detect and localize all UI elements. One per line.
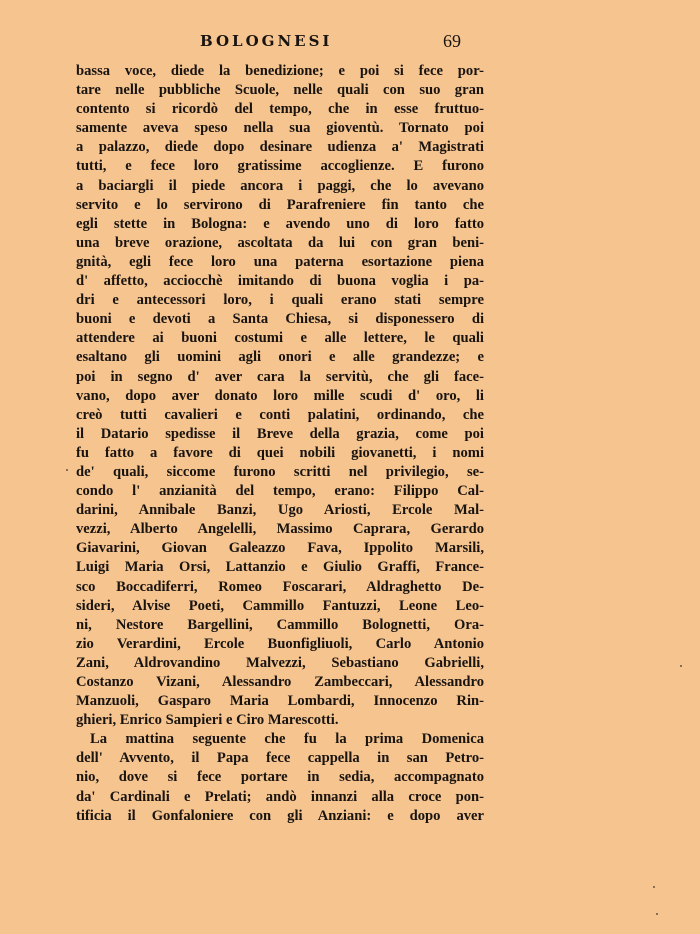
text-line: Zani, Aldrovandino Malvezzi, Sebastiano Gabrielli,	[76, 654, 484, 671]
text-line: Costanzo Vizani, Alessandro Zambeccari, Alessandro	[76, 674, 484, 690]
text-line: vano, dopo aver donato loro mille scudi d' oro, li	[76, 387, 484, 404]
text-line: una breve orazione, ascoltata da lui con gran beni-	[76, 234, 484, 251]
body-text	[76, 62, 484, 826]
text-line: darini, Annibale Banzi, Ugo Ariosti, Ercole Mal-	[76, 502, 484, 519]
text-line: gnità, egli fece loro una paterna esortazione piena	[76, 253, 484, 270]
text-line: da' Cardinali e Prelati; andò innanzi alla croce pon-	[76, 788, 484, 805]
text-line: tificia il Gonfaloniere con gli Anziani: e dopo aver	[76, 807, 484, 824]
paper-speck	[680, 665, 682, 667]
paper-speck	[656, 913, 658, 915]
text-line: Manzuoli, Gasparo Maria Lombardi, Innocenzo Rin-	[76, 693, 484, 710]
text-line: de' quali, siccome furono scritti nel privilegio, se-	[76, 463, 484, 480]
text-line: Giavarini, Giovan Galeazzo Fava, Ippolito Marsili,	[76, 540, 484, 557]
text-line: d' affetto, acciocchè imitando di buona voglia i pa-	[76, 273, 484, 290]
text-line: fu fatto a favore di quei nobili giovanetti, i nomi	[76, 444, 484, 461]
text-line: ghieri, Enrico Sampieri e Ciro Marescotti.	[76, 712, 339, 729]
running-head	[0, 32, 700, 56]
text-line: attendere ai buoni costumi e alle lettere, le quali	[76, 330, 484, 347]
text-line: sideri, Alvise Poeti, Cammillo Fantuzzi, Leone Leo-	[76, 597, 484, 614]
text-line: poi in segno d' aver cara la servitù, che gli face-	[76, 368, 484, 385]
paper-speck	[66, 469, 68, 471]
text-line: ni, Nestore Bargellini, Cammillo Bolognetti, Ora-	[76, 616, 484, 633]
text-line: zio Verardini, Ercole Buonfigliuoli, Carlo Antonio	[76, 635, 484, 652]
text-line: a baciargli il piede ancora i paggi, che lo avevano	[76, 177, 484, 194]
text-line: sco Boccadiferri, Romeo Foscarari, Aldraghetto De-	[76, 578, 484, 595]
text-line: creò tutti cavalieri e conti palatini, ordinando, che	[76, 406, 484, 423]
text-line: samente aveva speso nella sua gioventù. Tornato poi	[76, 120, 484, 137]
page-number: 69	[443, 31, 461, 51]
text-line: servito e lo servirono di Parafreniere fin tanto che	[76, 196, 484, 213]
text-line: esaltano gli uomini agli onori e alle grandezze; e	[76, 349, 484, 366]
text-line: Luigi Maria Orsi, Lattanzio e Giulio Graffi, France-	[76, 559, 484, 576]
text-line: nio, dove si fece portare in sedia, accompagnato	[76, 769, 484, 786]
text-line: egli stette in Bologna: e avendo uno di loro fatto	[76, 215, 484, 232]
text-line: tutti, e fece loro gratissime accoglienze. E furono	[76, 158, 484, 175]
text-line: buoni e devoti a Santa Chiesa, si disponessero di	[76, 311, 484, 328]
text-line: vezzi, Alberto Angelelli, Massimo Caprara, Gerardo	[76, 521, 484, 538]
paper-speck	[653, 886, 655, 888]
text-line: La mattina seguente che fu la prima Domenica	[90, 731, 484, 748]
text-line: a palazzo, diede dopo desinare udienza a' Magistrati	[76, 139, 484, 156]
text-line: dell' Avvento, il Papa fece cappella in san Petro-	[76, 750, 484, 767]
text-line: dri e antecessori loro, i quali erano stati sempre	[76, 292, 484, 309]
text-line: condo l' anzianità del tempo, erano: Filippo Cal-	[76, 483, 484, 500]
text-line: contento si ricordò del tempo, che in esse fruttuo-	[76, 101, 484, 118]
text-line: il Datario spedisse il Breve della grazia, come poi	[76, 425, 484, 442]
text-line: tare nelle pubbliche Scuole, nelle quali con suo gran	[76, 82, 484, 99]
running-title: BOLOGNESI	[200, 32, 333, 50]
text-line: bassa voce, diede la benedizione; e poi si fece por-	[76, 63, 484, 79]
